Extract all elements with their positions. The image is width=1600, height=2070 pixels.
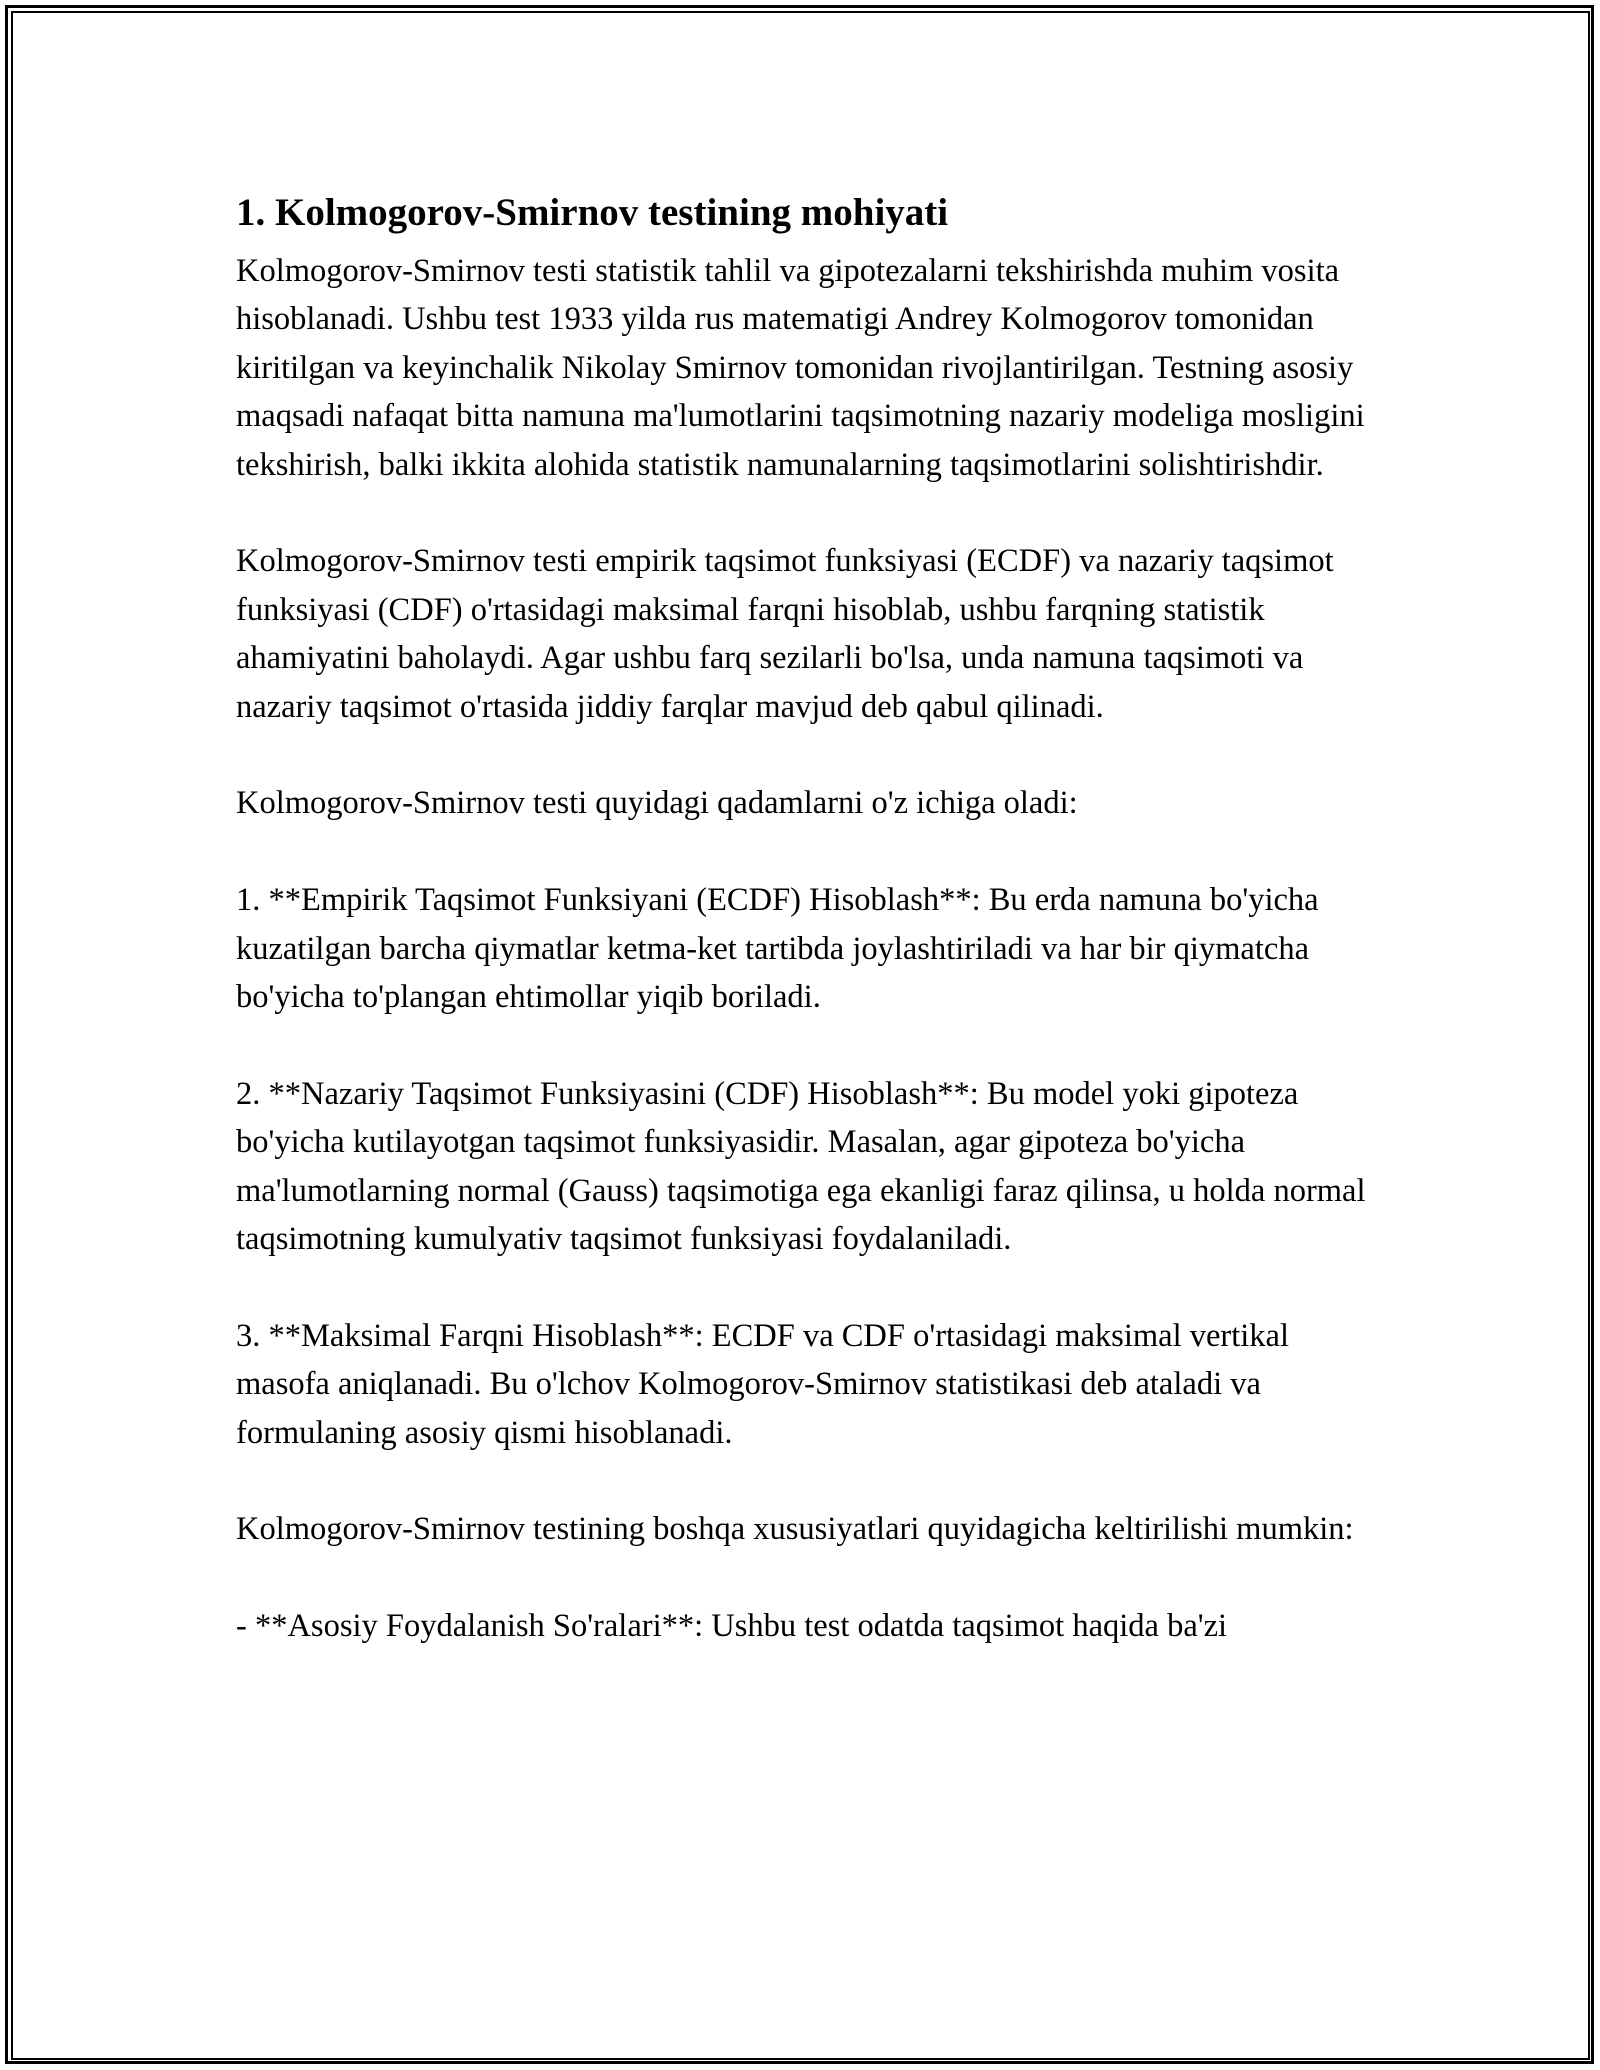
paragraph-steps-intro: Kolmogorov-Smirnov testi quyidagi qadamlarni o'z ichiga oladi: xyxy=(236,785,1078,822)
paragraph-spacer xyxy=(236,1263,1376,1311)
paragraph-spacer xyxy=(236,1554,1376,1602)
list-item-step-2: 2. **Nazariy Taqsimot Funksiyasini (CDF) Hisoblash**: Bu model yoki gipoteza bo'yicha kutilayotgan taqsimot funksiyasidir. Masalan, agar gipoteza bo'yicha ma'lumotlarning normal (Gauss) taqsimotiga ega ekanligi faraz qilinsa, u holda normal taqsimotning kumulyativ taqsimot funksiyasi foydalaniladi. xyxy=(236,1075,1366,1258)
paragraph-spacer xyxy=(236,828,1376,876)
bullet-item-main-use: - **Asosiy Foydalanish So'ralari**: Ushbu test odatda taqsimot haqida ba'zi xyxy=(236,1608,1228,1645)
section-heading: 1. Kolmogorov-Smirnov testining mohiyati xyxy=(236,191,949,234)
document-body xyxy=(236,187,1376,1651)
paragraph-ecdf-overview: Kolmogorov-Smirnov testi empirik taqsimot funksiyasi (ECDF) va nazariy taqsimot funksiyasi (CDF) o'rtasidagi maksimal farqni hisoblab, ushbu farqning statistik ahamiyatini baholaydi. Agar ushbu farq sezilarli bo'lsa, unda namuna taqsimoti va nazariy taqsimot o'rtasida jiddiy farqlar mavjud deb qabul qilinadi. xyxy=(236,543,1334,725)
paragraph-spacer xyxy=(236,731,1376,779)
list-item-step-1: 1. **Empirik Taqsimot Funksiyani (ECDF) Hisoblash**: Bu erda namuna bo'yicha kuzatilgan barcha qiymatlar ketma-ket tartibda joylashtiriladi va har bir qiymatcha bo'yicha to'plangan ehtimollar yiqib boriladi. xyxy=(236,882,1319,1016)
paragraph-spacer xyxy=(236,489,1376,537)
paragraph-introduction: Kolmogorov-Smirnov testi statistik tahlil va gipotezalarni tekshirishda muhim vosita hisoblanadi. Ushbu test 1933 yilda rus matematigi Andrey Kolmogorov tomonidan kiritilgan va keyinchalik Nikolay Smirnov tomonidan rivojlantirilgan. Testning asosiy maqsadi nafaqat bitta namuna ma'lumotlarini taqsimotning nazariy modeliga mosligini tekshirish, balki ikkita alohida statistik namunalarning taqsimotlarini solishtirishdir. xyxy=(236,253,1365,483)
paragraph-spacer xyxy=(236,1021,1376,1069)
list-item-step-3: 3. **Maksimal Farqni Hisoblash**: ECDF va CDF o'rtasidagi maksimal vertikal masofa aniqlanadi. Bu o'lchov Kolmogorov-Smirnov statistikasi deb ataladi va formulaning asosiy qismi hisoblanadi. xyxy=(236,1317,1289,1451)
paragraph-spacer xyxy=(236,1457,1376,1505)
paragraph-other-features: Kolmogorov-Smirnov testining boshqa xususiyatlari quyidagicha keltirilishi mumkin: xyxy=(236,1511,1354,1548)
